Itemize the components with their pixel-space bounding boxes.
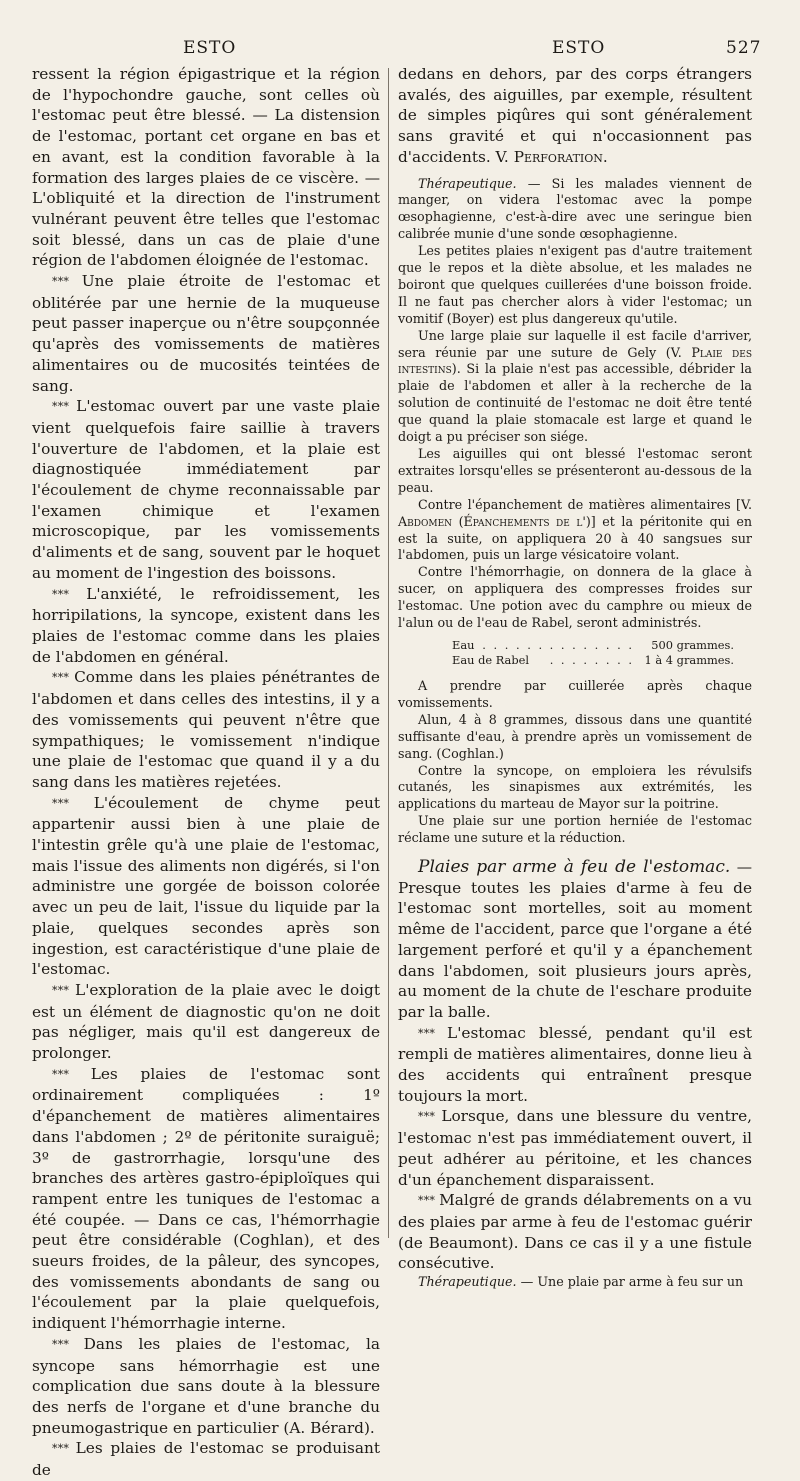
asterism-icon: * * * <box>418 1110 434 1124</box>
paragraph: * * * Lorsque, dans une blessure du ventre, l'estomac n'est pas immédiatement ouvert, il peut adhérer au péritoine, et les chances d'un épanchement disparaissent. <box>398 1107 752 1189</box>
asterism-icon: * * * <box>52 400 68 414</box>
paragraph: Une plaie sur une portion herniée de l'estomac réclame une suture et la réduction. <box>398 813 752 846</box>
section-heading: Plaies par arme à feu de l'estomac. <box>418 857 731 878</box>
paragraph: * * * L'exploration de la plaie avec le doigt est un élément de diagnostic qu'on ne doit pas négliger, mais qu'il est dangereux de prolonger. <box>32 980 380 1063</box>
asterism-icon: * * * <box>52 983 68 997</box>
paragraph: Thérapeutique. — Une plaie par arme à feu sur un <box>418 1274 744 1290</box>
asterism-icon: * * * <box>52 587 68 601</box>
paragraph: dedans en dehors, par des corps étrangers avalés, des aiguilles, par exemple, résultent de simples piqûres qui sont généralement sans gravité et qui n'occasionnent pas d'accidents. V. Perforation. <box>398 65 752 166</box>
paragraph: * * * Malgré de grands délabrements on a vu des plaies par arme à feu de l'estomac guérir (de Beaumont). Dans ce cas il y a une fistule consécutive. <box>398 1191 752 1273</box>
section-label: Thérapeutique. <box>418 1274 517 1290</box>
paragraph: * * * L'estomac blessé, pendant qu'il est rempli de matières alimentaires, donne lieu à des accidents qui entraînent presque toujours la mort. <box>398 1023 752 1105</box>
paragraph: * * * Dans les plaies de l'estomac, la syncope sans hémorrhagie est une complication due sans doute à la blessure des nerfs de l'organe et d'une branche du pneumogastrique en particulier (A. Bérard). <box>32 1334 380 1437</box>
prescription <box>452 638 752 668</box>
section-label: Thérapeutique. <box>418 175 517 191</box>
paragraph: Les aiguilles qui ont blessé l'estomac seront extraites lorsqu'elles se présenteront au-dessous de la peau. <box>398 446 752 495</box>
paragraph: Une large plaie sur laquelle il est facile d'arriver, sera réunie par une suture de Gely (V. Plaie des intestins). Si la plaie n'est pas accessible, débrider la plaie de l'abdomen et aller à la recherche de la solution de continuité de l'estomac ne doit être tenté que quand la plaie stomacale est large et quand le doigt a pu préciser son siége. <box>398 327 752 445</box>
cross-reference: Abdomen (Épanchements de l') <box>398 513 591 529</box>
paragraph: Contre la syncope, on emploiera les révulsifs cutanés, les sinapismes aux extrémités, les applications du marteau de Mayor sur la poitrine. <box>398 762 752 812</box>
page-number: 527 <box>726 38 762 58</box>
paragraph: A prendre par cuillerée après chaque vomissements. <box>398 677 752 710</box>
asterism-icon: * * * <box>52 1442 68 1456</box>
cross-reference: Perforation. <box>513 147 608 166</box>
asterism-icon: * * * <box>52 796 68 810</box>
paragraph: ressent la région épigastrique et la région de l'hypochondre gauche, sont celles où l'estomac peut être blessé. — La distension de l'estomac, portant cet organe en bas et en avant, est la condition favorable à la formation des larges plaies de ce viscère. — L'obliquité et la direction de l'instrument vulnérant peuvent être telles que l'estomac soit blessé, dans un cas de plaie d'une région de l'abdomen éloignée de l'estomac. <box>32 65 380 270</box>
paragraph: * * * L'écoulement de chyme peut appartenir aussi bien à une plaie de l'intestin grêle qu'à une plaie de l'estomac, mais l'issue des aliments non digérés, si l'on administre une gorgée de boisson colorée avec un peu de lait, l'issue du liquide par la plaie, quelques secondes après son ingestion, est caractéristique d'une plaie de l'estomac. <box>32 793 380 979</box>
paragraph: * * * L'anxiété, le refroidissement, les horripilations, la syncope, existent dans les plaies de l'estomac comme dans les plaies de l'abdomen en général. <box>32 584 380 666</box>
paragraph: Thérapeutique. — Si les malades viennent de manger, on videra l'estomac avec la pompe œsophagienne, c'est-à-dire avec une seringue bien calibrée munie d'une sonde œsophagienne. <box>398 175 752 242</box>
asterism-icon: * * * <box>52 275 68 289</box>
column-divider <box>388 68 389 1238</box>
running-head-left: ESTO <box>183 38 237 58</box>
paragraph: Les petites plaies n'exigent pas d'autre traitement que le repos et la diète absolue, et les malades ne boiront que quelques cuillerées d'une boisson froide. Il ne faut pas chercher alors à vider l'estomac; un vomitif (Boyer) est plus dangereux qu'utile. <box>398 243 752 326</box>
right-column <box>398 64 752 1291</box>
asterism-icon: * * * <box>418 1194 434 1208</box>
paragraph: Plaies par arme à feu de l'estomac. — Presque toutes les plaies d'arme à feu de l'estomac sont mortelles, soit au moment même de l'accident, parce que l'organe a été largement perforé et qu'il y a épanchement dans l'abdomen, soit plusieurs jours après, au moment de la chute de l'eschare produite par la balle. <box>398 857 752 1021</box>
asterism-icon: * * * <box>52 1337 68 1351</box>
running-head-right: ESTO <box>552 38 606 58</box>
cross-reference: Plaie des intestins <box>398 344 752 377</box>
paragraph: Contre l'épanchement de matières alimentaires [V. Abdomen (Épanchements de l')] et la péritonite qui en est la suite, on appliquera 20 à 40 sangsues sur l'abdomen, puis un large vésicatoire volant. <box>398 496 753 563</box>
paragraph: * * * Comme dans les plaies pénétrantes de l'abdomen et dans celles des intestins, il y a des vomissements qui peuvent n'être que sympathiques; le vomissement n'indique une plaie de l'estomac que quand il y a du sang dans les matières rejetées. <box>32 668 380 791</box>
prescription-row: Eau . . . . . . . . . . . . . . 500 grammes. <box>452 637 734 652</box>
asterism-icon: * * * <box>52 1067 68 1081</box>
paragraph: * * * Une plaie étroite de l'estomac et oblitérée par une hernie de la muqueuse peut passer inaperçue ou n'être soupçonnée qu'après des vomissements de matières alimentaires ou de mucosités teintées de sang. <box>32 272 380 395</box>
paragraph: * * * Les plaies de l'estomac sont ordinairement compliquées : 1º d'épanchement de matières alimentaires dans l'abdomen ; 2º de péritonite suraiguë; 3º de gastrorrhagie, lorsqu'une des branches des artères gastro-épiploïques qui rampent entre les tuniques de l'estomac a été coupée. — Dans ce cas, l'hémorrhagie peut être considérable (Coghlan), et des sueurs froides, de la pâleur, des syncopes, des vomissements abondants de sang ou l'écoulement par la plaie quelquefois, indiquent l'hémorrhagie interne. <box>32 1064 380 1333</box>
left-column <box>32 64 380 1481</box>
asterism-icon: * * * <box>418 1026 434 1040</box>
paragraph: * * * Les plaies de l'estomac se produisant de <box>32 1439 380 1480</box>
paragraph: Alun, 4 à 8 grammes, dissous dans une quantité suffisante d'eau, à prendre après un vomissement de sang. (Coghlan.) <box>398 711 752 761</box>
asterism-icon: * * * <box>52 671 68 685</box>
paragraph: * * * L'estomac ouvert par une vaste plaie vient quelquefois faire saillie à travers l'ouverture de l'abdomen, et la plaie est diagnostiquée immédiatement par l'écoulement de chyme reconnaissable par l'examen chimique et l'examen microscopique, par les vomissements d'aliments et de sang, souvent par le hoquet au moment de l'ingestion des boissons. <box>32 397 380 582</box>
paragraph: Contre l'hémorrhagie, on donnera de la glace à sucer, on appliquera des compresses froides sur l'estomac. Une potion avec du camphre ou mieux de l'alun ou de l'eau de Rabel, seront administrés. <box>398 564 752 631</box>
prescription-row: Eau de Rabel . . . . . . . . 1 à 4 grammes. <box>452 652 734 667</box>
